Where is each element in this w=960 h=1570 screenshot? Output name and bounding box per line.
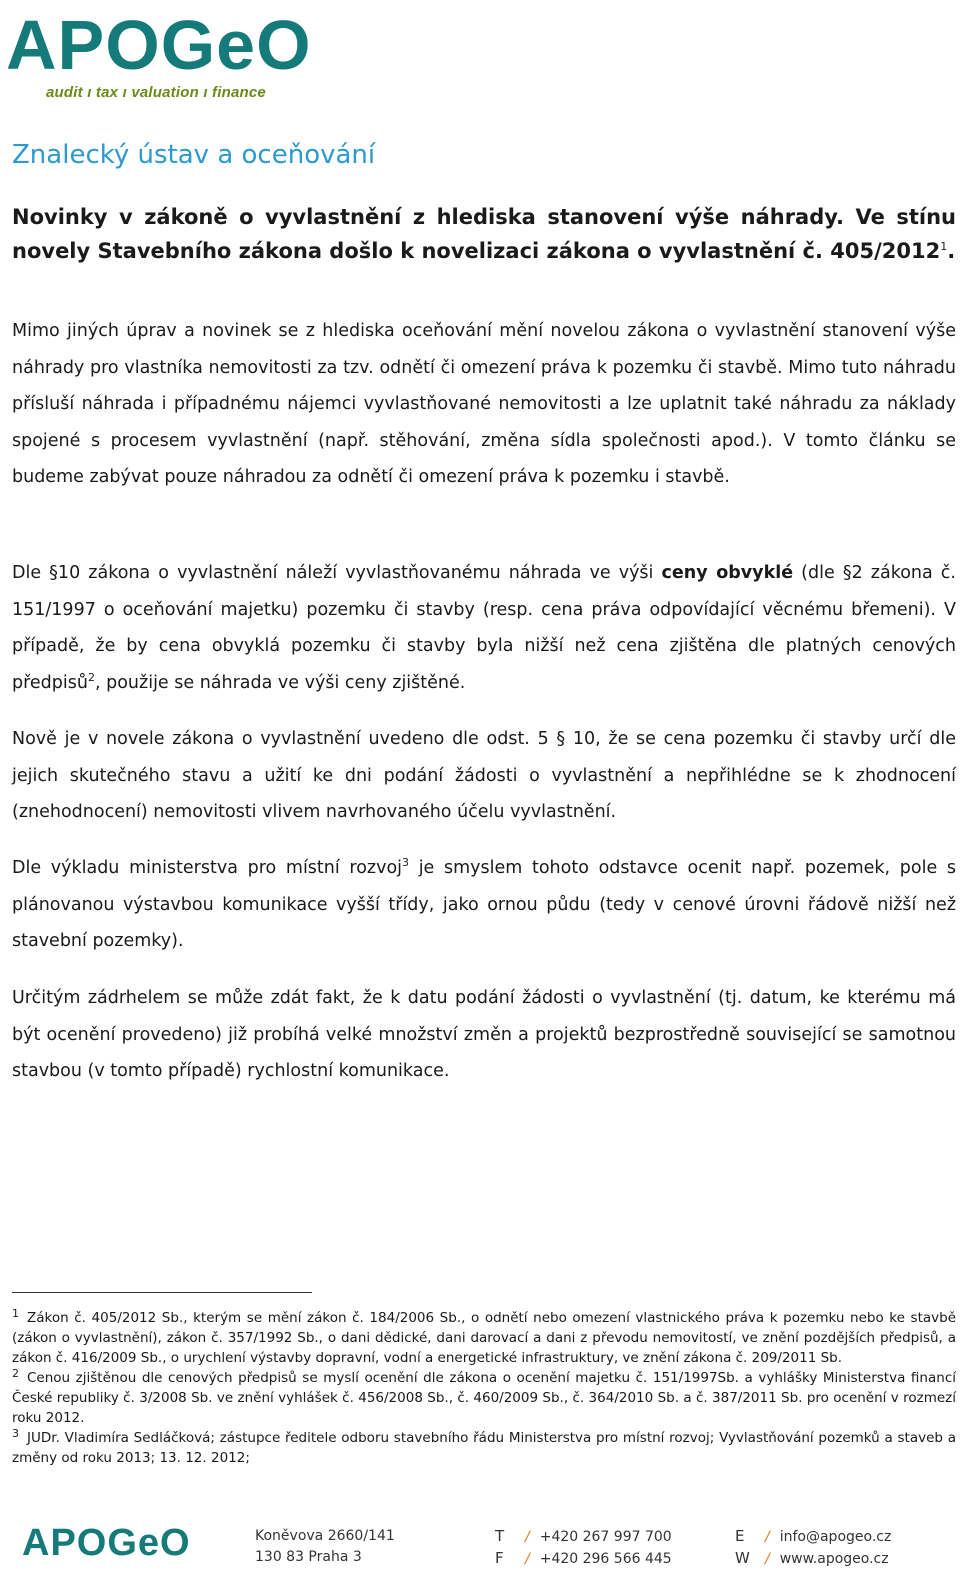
paragraph-1: Mimo jiných úprav a novinek se z hlediska oceňování mění novelou zákona o vyvlastnění stanovení výše náhrady pro vlastníka nemovitosti za tzv. odnětí či omezení práva k pozemku či stavbě. Mimo tuto náhradu přísluší náhrada i případnému nájemci vyvlastňované nemovitosti a lze uplatnit také náhradu za náklady spojené s procesem vyvlastnění (např. stěhování, změna sídla společnosti apod.). V tomto článku se budeme zabývat pouze náhradou za odnětí či omezení práva k pozemku i stavbě. xyxy=(12,321,956,487)
paragraph-2-text-b: (dle §2 zákona č. 151/1997 o oceňování majetku) pozemku či stavby (resp. cena práva odpovídající věcnému břemeni). V případě, že by cena obvyklá pozemku či stavby byla nižší než cena zjištěna dle platných cenových předpisů xyxy=(12,563,956,693)
footnote-ref-1: 1 xyxy=(940,240,948,253)
footer-address xyxy=(255,1526,395,1568)
logo-tagline: audit ı tax ı valuation ı finance xyxy=(46,84,266,101)
email-link[interactable]: info@apogeo.cz xyxy=(779,1529,892,1545)
phone-label: T xyxy=(495,1527,505,1545)
paragraph-2-text-a: Dle §10 zákona o vyvlastnění náleží vyvlastňovanému náhrada ve výši xyxy=(12,563,662,583)
footer-phones xyxy=(495,1526,672,1570)
slash-separator: / xyxy=(765,1529,770,1545)
footnote-ref-3: 3 xyxy=(402,856,410,870)
footnote-separator xyxy=(12,1292,312,1293)
footnotes xyxy=(12,1308,956,1468)
phone-number: +420 267 997 700 xyxy=(539,1529,672,1545)
footnote-ref-2: 2 xyxy=(87,670,95,684)
footer-logo: APOGeO xyxy=(22,1522,191,1564)
paragraph-5: Určitým zádrhelem se může zdát fakt, že k datu podání žádosti o vyvlastnění (tj. datum, ke kterému má být ocenění provedeno) již probíhá velké množství změn a projektů bezprostředně související se samotnou stavbou (v tomto případě) rychlostní komunikace. xyxy=(12,988,956,1081)
paragraph-2-text-c: , použije se náhrada ve výši ceny zjištěné. xyxy=(94,672,466,693)
footer-contacts xyxy=(735,1526,891,1570)
slash-separator: / xyxy=(765,1551,770,1567)
footnote-number: 3 xyxy=(12,1426,19,1440)
paragraph-3: Nově je v novele zákona o vyvlastnění uvedeno dle odst. 5 § 10, že se cena pozemku či stavby určí dle jejich skutečného stavu a užití ke dni podání žádosti o vyvlastnění a nepřihlédne se k zhodnocení (znehodnocení) nemovitosti vlivem navrhovaného účelu vyvlastnění. xyxy=(12,729,956,822)
lead-paragraph xyxy=(12,200,956,268)
address-street: Koněvova 2660/141 xyxy=(255,1528,395,1544)
page-footer xyxy=(0,1520,960,1568)
paragraph-4 xyxy=(12,850,956,960)
slash-separator: / xyxy=(525,1529,530,1545)
footnote-3 xyxy=(12,1428,956,1468)
lead-end: . xyxy=(947,239,956,263)
web-link[interactable]: www.apogeo.cz xyxy=(779,1551,889,1567)
footnote-text: Cenou zjištěnou dle cenových předpisů se myslí ocenění dle zákona o ocenění majetku č. 151/1997Sb. a vyhlášky Ministerstva financí České republiky č. 3/2008 Sb. ve znění vyhlášek č. 456/2008 Sb., č. 460/2009 Sb., č. 364/2010 Sb. a č. 387/2011 Sb. pro ocenění v rozmezí roku 2012. xyxy=(12,1370,956,1426)
footnote-number: 1 xyxy=(12,1306,19,1320)
paragraph-2-bold: ceny obvyklé xyxy=(661,563,794,583)
email-label: E xyxy=(735,1527,745,1545)
web-label: W xyxy=(735,1549,750,1567)
fax-number: +420 296 566 445 xyxy=(539,1551,672,1567)
company-logo xyxy=(6,6,326,102)
footnote-1 xyxy=(12,1308,956,1368)
footnote-2 xyxy=(12,1368,956,1428)
footnote-text: JUDr. Vladimíra Sedláčková; zástupce ředitele odboru stavebního řádu Ministerstva pro místní rozvoj; Vyvlastňování pozemků a staveb a změny od roku 2013; 13. 12. 2012; xyxy=(12,1430,956,1466)
page-title: Znalecký ústav a oceňování xyxy=(12,140,376,170)
address-city: 130 83 Praha 3 xyxy=(255,1549,362,1565)
footnote-text: Zákon č. 405/2012 Sb., kterým se mění zákon č. 184/2006 Sb., o odnětí nebo omezení vlastnického práva k pozemku nebo ke stavbě (zákon o vyvlastnění), zákon č. 357/1992 Sb., o dani dědické, dani darovací a dani z převodu nemovitostí, ve znění pozdějších předpisů, a zákon č. 416/2009 Sb., o urychlení výstavby dopravní, vodní a energetické infrastruktury, ve znění zákona č. 209/2011 Sb. xyxy=(12,1310,956,1366)
paragraph-2 xyxy=(12,555,956,701)
paragraph-4-text-b: je smyslem tohoto odstavce ocenit např. pozemek, pole s plánovanou výstavbou komunikace vyšší třídy, jako ornou půdu (tedy v cenové úrovni řádově nižší než stavební pozemky). xyxy=(12,858,956,951)
lead-text: Novinky v zákoně o vyvlastnění z hlediska stanovení výše náhrady. Ve stínu novely Stavebního zákona došlo k novelizaci zákona o vyvlastnění č. 405/2012 xyxy=(12,205,956,263)
footnote-number: 2 xyxy=(12,1366,19,1380)
logo-wordmark: APOGeO xyxy=(6,6,312,84)
paragraph-4-text-a: Dle výkladu ministerstva pro místní rozvoj xyxy=(12,858,403,878)
slash-separator: / xyxy=(525,1551,530,1567)
fax-label: F xyxy=(495,1549,504,1567)
